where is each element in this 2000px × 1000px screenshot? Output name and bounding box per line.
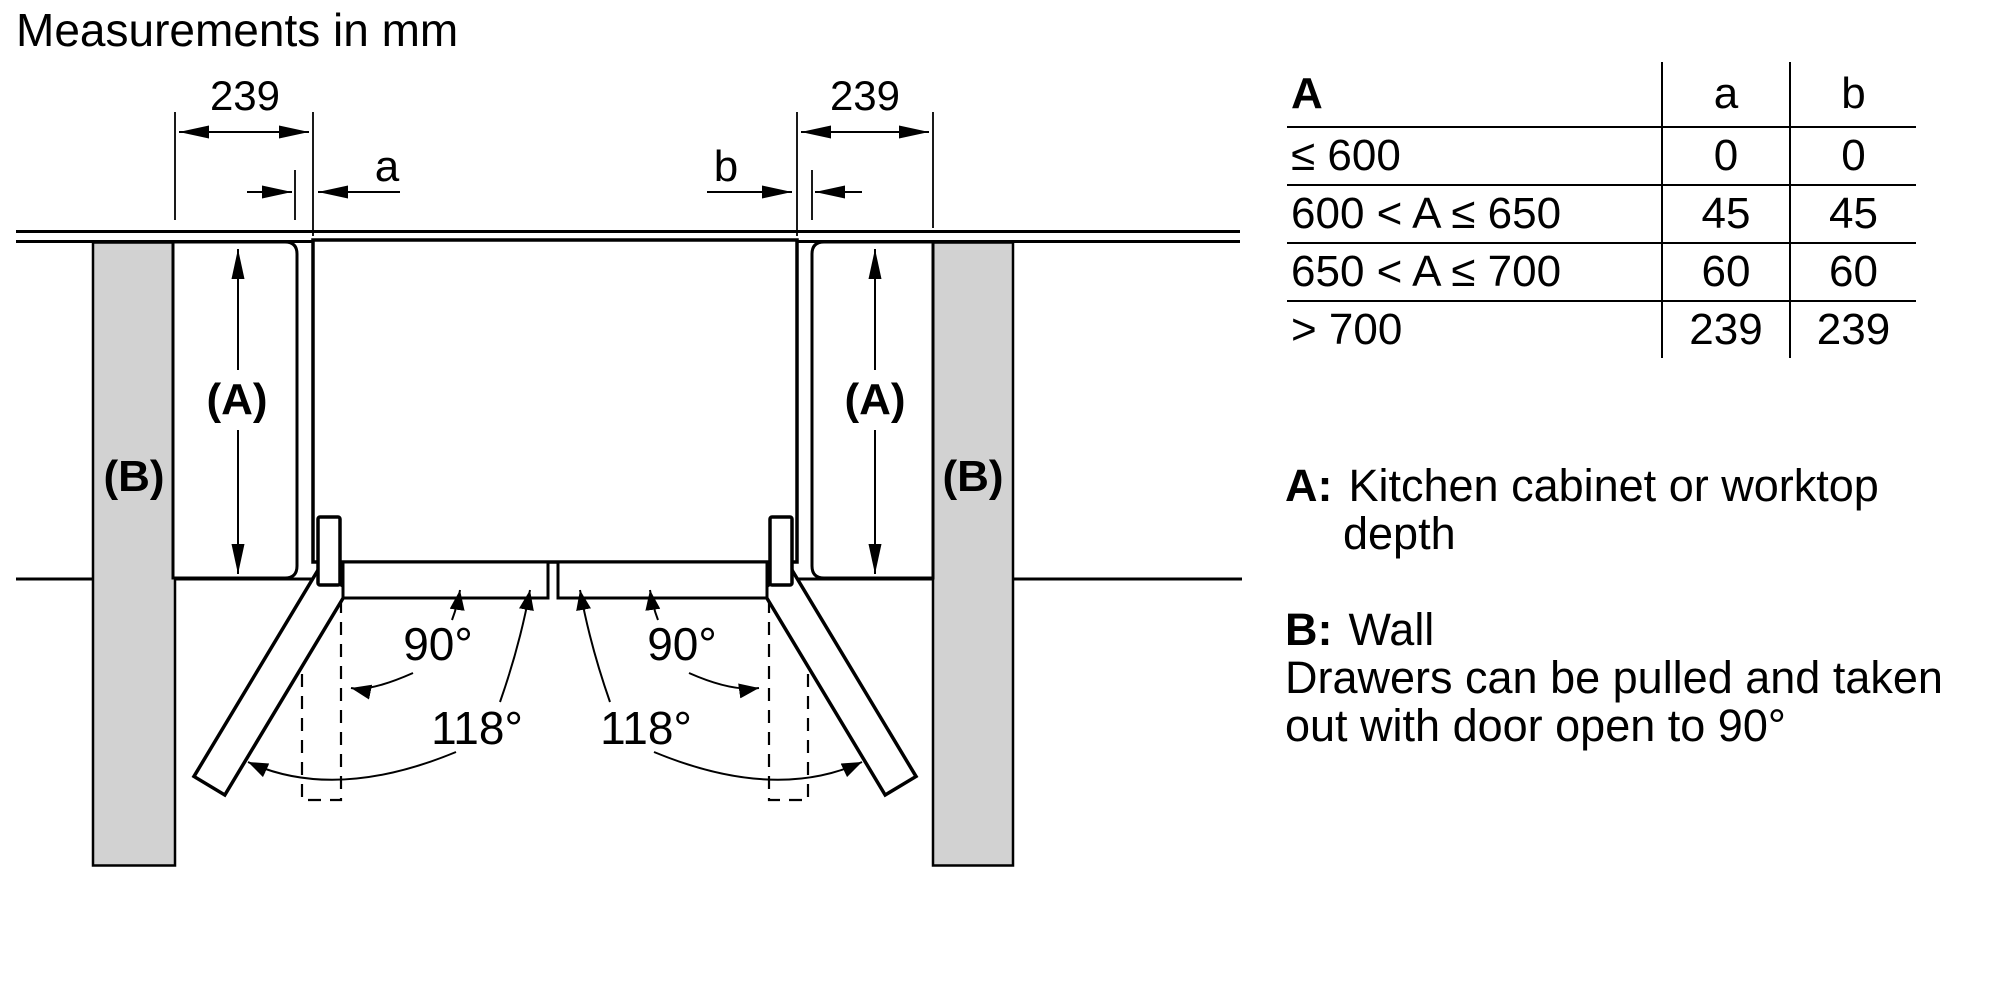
angle-118-right-label: 118° [600,702,692,754]
legend-text-a: Kitchen cabinet or worktop [1348,460,1879,511]
wall-right [933,243,1013,866]
table-row [1287,185,1916,243]
drawer-front-right [558,562,767,598]
angle-90-right-label: 90° [647,618,717,670]
table-cell-a: 60 [1662,243,1790,301]
table-cell-range: > 700 [1291,305,1403,354]
door-right-open [762,571,916,795]
dim-b-label: b [713,142,739,191]
label-B-right: (B) [942,452,1004,501]
drawer-pull-leaders [452,590,658,702]
table-header-range: A [1287,62,1662,127]
table-row [1287,127,1916,185]
angle-90-left-label: 90° [403,618,473,670]
page-title: Measurements in mm [16,4,459,56]
leader-90-right [689,673,759,689]
table-cell-b: 0 [1790,127,1916,185]
leader-90-left [351,673,413,689]
appliance-body [313,240,797,562]
arc-118-left [248,752,456,780]
table-cell-b: 45 [1790,185,1916,243]
arc-118-right [654,752,862,780]
dim-a-label: a [374,142,400,191]
legend-spacer [1285,558,1943,606]
label-A-left: (A) [206,375,268,424]
table-cell-b: 239 [1790,301,1916,358]
extension-lines [175,112,933,236]
dim-239-right-label: 239 [829,72,901,119]
hinge-right [770,517,792,585]
clearance-table-header-row [1287,62,1916,127]
table-cell-range: ≤ 600 [1287,127,1662,185]
clearance-table [1287,62,1916,358]
legend-key-b: B: [1285,604,1333,655]
table-row [1287,243,1916,301]
table-header-a: a [1662,62,1790,127]
hinge-left [318,517,340,585]
dim-239-left-label: 239 [209,72,281,119]
legend [1285,462,1943,750]
table-cell-a: 0 [1662,127,1790,185]
table-row [1287,301,1916,358]
legend-key-a: A: [1285,460,1333,511]
label-B-left: (B) [103,452,165,501]
table-cell-a: 45 [1662,185,1790,243]
legend-line-b [1285,606,1943,654]
table-cell-range: 600 < A ≤ 650 [1287,185,1662,243]
legend-line-a [1285,462,1943,510]
label-A-right: (A) [844,375,906,424]
legend-line-a2: depth [1343,508,1456,559]
table-header-b: b [1790,62,1916,127]
table-cell-range: 650 < A ≤ 700 [1287,243,1662,301]
door-left-open [194,571,348,795]
wall-left [93,243,175,866]
legend-note-line1: Drawers can be pulled and taken [1285,652,1943,703]
table-cell-b: 60 [1790,243,1916,301]
angle-118-left-label: 118° [431,702,523,754]
legend-text-b: Wall [1348,604,1435,655]
legend-note-line2: out with door open to 90° [1285,700,1786,751]
drawer-front-left [343,562,548,598]
table-cell-a: 239 [1662,301,1790,358]
